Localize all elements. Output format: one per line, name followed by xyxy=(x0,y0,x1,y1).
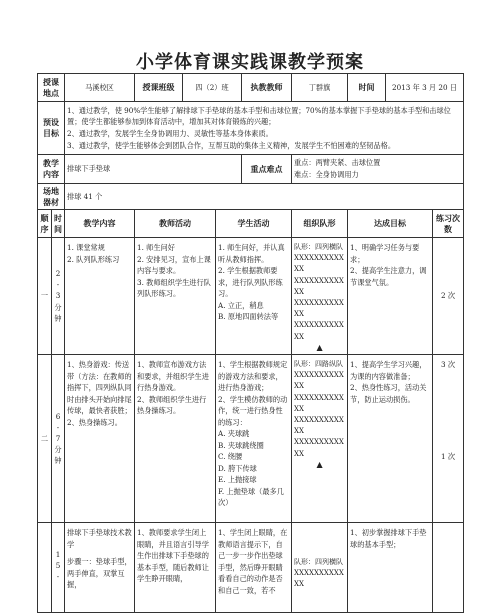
objectives-cell xyxy=(65,102,464,155)
key-cell xyxy=(292,155,464,184)
info-row xyxy=(38,74,464,102)
location-value: 马溪校区 xyxy=(65,74,135,102)
row1-seq: 一 xyxy=(38,238,52,355)
row2-seq: 二 xyxy=(38,355,52,523)
row3-student: 1、学生闭上眼睛，在教师语言提示下，自己一步一步作出垫球手型，然后睁开眼睛看看自己的动作是否和自己一致，若不 xyxy=(216,523,292,613)
row2-reps: 3 次 1 次 xyxy=(433,355,464,523)
row1-time: 2 - 3 分 钟 xyxy=(52,238,65,355)
objectives-row xyxy=(38,102,464,155)
page-title: 小学体育课实践课教学预案 xyxy=(136,52,364,73)
class-label: 授课班级 xyxy=(135,74,183,102)
row2-formation: 队形：四路纵队 XXXXXXXXXXXX XXXXXXXXXXXX XXXXXXXXXXXX XXXXXXXXXXXX ▲ xyxy=(292,355,348,523)
row3-goal: 1、初步掌握排球下手垫球的基本手型； xyxy=(348,523,433,613)
row2-time: 6 - 7 分 钟 xyxy=(52,355,65,523)
content-label: 教学内容 xyxy=(38,155,65,184)
column-header-row xyxy=(38,210,464,238)
row2-student: 1、学生根据教师规定的游戏方法和要求，进行热身游戏； 2、学生模仿教师的动作，统一进行热身性的练习： A. 夹球跳 B. 夹球跳绕圈 C. 绕腰 D. 胯下传球 E. 上抛接球 F. 上抛垫球（最多几次） xyxy=(216,355,292,523)
col-teacher: 教师活动 xyxy=(135,210,216,238)
teacher-marker-icon: ▲ xyxy=(316,342,323,352)
content-value: 排球下手垫球 xyxy=(65,155,242,184)
row3-reps xyxy=(433,523,464,613)
key-label: 重点难点 xyxy=(242,155,292,184)
col-reps: 练习次数 xyxy=(433,210,464,238)
col-content: 教学内容 xyxy=(65,210,135,238)
equipment-value: 排球 41 个 xyxy=(65,184,464,210)
difficulty: 难点：全身协调用力 xyxy=(294,170,359,179)
row3-content: 排球下手垫球技术教学 步骤一：垫球手型，两手伸直，双掌互握， xyxy=(65,523,135,613)
objective-1: 1、通过教学，使 90%学生能够了解排球下手垫球的基本手型和击球位置；70%的基本掌握下手垫球的基本手型和击球位置；使学生都能够参加到体育活动中，增加其对体育锻炼的兴趣； xyxy=(67,105,451,127)
table-row xyxy=(38,238,464,355)
row1-content: 1. 课堂常规 2. 队列队形练习 xyxy=(65,238,135,355)
key-point: 重点：两臂夹紧、击球位置 xyxy=(294,158,381,168)
equipment-label: 场地器材 xyxy=(38,184,65,210)
row2-teacher: 1、教师宣布游戏方法和要求，并组织学生进行热身游戏。 2、教师组织学生进行热身操练习。 xyxy=(135,355,216,523)
row3-seq xyxy=(38,523,52,613)
col-goal: 达成目标 xyxy=(348,210,433,238)
teacher-marker-icon: ▲ xyxy=(316,459,323,469)
row2-content: 1、热身游戏：传送带（方法：在教师的指挥下，四列纵队同时由排头开始向排尾传球，最快者获胜； 2、热身操练习。 xyxy=(65,355,135,523)
content-row xyxy=(38,155,464,184)
row1-teacher: 1. 师生问好 2. 安排见习，宣布上课内容与要求。 3. 教师组织学生进行队列队形练习。 xyxy=(135,238,216,355)
teacher-label: 执教教师 xyxy=(242,74,292,102)
time-label: 时间 xyxy=(348,74,386,102)
objective-3: 3、通过教学，使学生能够体会到团队合作，互帮互助的集体主义精神，发展学生不怕困难的坚韧品格。 xyxy=(67,140,396,150)
lesson-plan-table xyxy=(37,73,464,613)
col-student: 学生活动 xyxy=(216,210,292,238)
objective-2: 2、通过教学，发展学生全身协调用力、灵敏性等基本身体素质。 xyxy=(67,129,273,138)
row3-teacher: 1、教师要求学生闭上眼睛，并且语言引导学生作出排球下手垫球的基本手型，随后教师让学生睁开眼睛， xyxy=(135,523,216,613)
row3-formation: 队形：四列横队 XXXXXXXXXXXX xyxy=(292,523,348,613)
equipment-row xyxy=(38,184,464,210)
row2-goal: 1、提高学生学习兴趣，为课的内容做准备； 2、热身性练习，活动关节，防止运动损伤。 xyxy=(348,355,433,523)
row1-student: 1. 师生问好，并认真听从教师指挥。 2. 学生根据教师要求，进行队列队形练习。 A. 立正，稍息 B. 原地四面转法等 xyxy=(216,238,292,355)
col-time: 时间 xyxy=(52,210,65,238)
table-row xyxy=(38,523,464,613)
row3-time: 1 5 - xyxy=(52,523,65,613)
row1-reps: 2 次 xyxy=(433,238,464,355)
row1-goal: 1、明确学习任务与要求； 2、提高学生注意力，调节课堂气氛。 xyxy=(348,238,433,355)
col-seq: 顺序 xyxy=(38,210,52,238)
class-value: 四（2）班 xyxy=(183,74,242,102)
table-row xyxy=(38,355,464,523)
objectives-label: 预设目标 xyxy=(38,102,65,155)
col-formation: 组织队形 xyxy=(292,210,348,238)
row1-formation: 队形：四列横队 XXXXXXXXXXXX XXXXXXXXXXXX XXXXXXXXXXXX XXXXXXXXXXXX ▲ xyxy=(292,238,348,355)
location-label: 授课地点 xyxy=(38,74,65,102)
teacher-value: 丁群旗 xyxy=(292,74,348,102)
time-value: 2013 年 3 月 20 日 xyxy=(386,74,464,102)
